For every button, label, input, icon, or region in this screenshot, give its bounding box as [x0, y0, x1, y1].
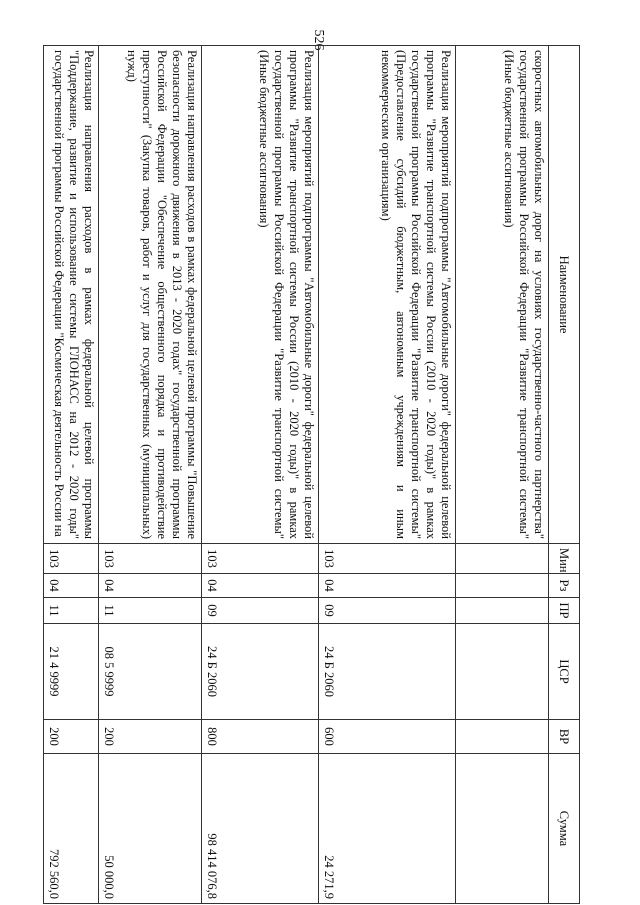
- table-row: [44, 46, 99, 904]
- row-pr: 09: [202, 598, 319, 624]
- header-csr: ЦСР: [549, 624, 580, 720]
- row-vr: 600: [319, 720, 456, 754]
- row-sum: 50 000,0: [99, 754, 202, 904]
- row-min: 103: [319, 544, 456, 574]
- row-pr: 11: [44, 598, 99, 624]
- row-vr: 800: [202, 720, 319, 754]
- row-min: 103: [44, 544, 99, 574]
- row-rz: 04: [44, 574, 99, 598]
- table-row: [99, 46, 202, 904]
- row-vr: 200: [44, 720, 99, 754]
- row-sum: 98 414 076,8: [202, 754, 319, 904]
- row-name: Реализация мероприятий подпрограммы "Автомобильные дороги" федеральной целевой программы "Развитие транспортной системы России (2010 - 2020 годы)" в рамках государственной программы Российской Федерации "Развитие транспортной системы" (Иные бюджетные ассигнования): [202, 46, 319, 544]
- budget-table: [43, 45, 580, 904]
- row-sum: [456, 754, 549, 904]
- row-rz: 04: [319, 574, 456, 598]
- row-min: 103: [99, 544, 202, 574]
- row-name: Реализация мероприятий подпрограммы "Автомобильные дороги" федеральной целевой программы "Развитие транспортной системы России (2010 - 2020 годы)" в рамках государственной программы Российской Федерации "Развитие транспортной системы" (Предоставление субсидий бюджетным, автономным учреждениям и иным некоммерческим организациям): [319, 46, 456, 544]
- budget-table-wrapper: [47, 45, 580, 903]
- header-name: Наименование: [549, 46, 580, 544]
- row-pr: 09: [319, 598, 456, 624]
- row-csr: [456, 624, 549, 720]
- row-csr: 08 5 9999: [99, 624, 202, 720]
- row-name: Реализация направления расходов в рамках федеральной целевой программы "Поддержание, развитие и использование системы ГЛОНАСС на 2012 - 2020 годы" государственной программы Российской Федерации "Космическая деятельность России на: [44, 46, 99, 544]
- header-min: Мин: [549, 544, 580, 574]
- header-sum: Сумма: [549, 754, 580, 904]
- header-pr: ПР: [549, 598, 580, 624]
- header-rz: Рз: [549, 574, 580, 598]
- row-min: [456, 544, 549, 574]
- page-number: 526: [311, 29, 326, 51]
- row-name: Реализация направления расходов в рамках федеральной целевой программы "Повышение безопасности дорожного движения в 2013 - 2020 годах" государственной программы Российской Федерации "Обеспечение общественного порядка и противодействие преступности" (Закупка товаров, работ и услуг для государственных (муниципальных) нужд): [99, 46, 202, 544]
- row-csr: 24 Б 2060: [202, 624, 319, 720]
- row-pr: [456, 598, 549, 624]
- row-sum: 792 560,0: [44, 754, 99, 904]
- table-row: [456, 46, 549, 904]
- row-csr: 21 4 9999: [44, 624, 99, 720]
- row-name: скоростных автомобильных дорог на условиях государственно-частного партнерства" государственной программы Российской Федерации "Развитие транспортной системы" (Иные бюджетные ассигнования): [456, 46, 549, 544]
- row-min: 103: [202, 544, 319, 574]
- row-rz: [456, 574, 549, 598]
- header-vr: ВР: [549, 720, 580, 754]
- row-csr: 24 Б 2060: [319, 624, 456, 720]
- row-sum: 24 271,9: [319, 754, 456, 904]
- row-vr: 200: [99, 720, 202, 754]
- row-pr: 11: [99, 598, 202, 624]
- table-header-row: [549, 46, 580, 904]
- row-rz: 04: [99, 574, 202, 598]
- row-vr: [456, 720, 549, 754]
- table-row: [319, 46, 456, 904]
- table-row: [202, 46, 319, 904]
- row-rz: 04: [202, 574, 319, 598]
